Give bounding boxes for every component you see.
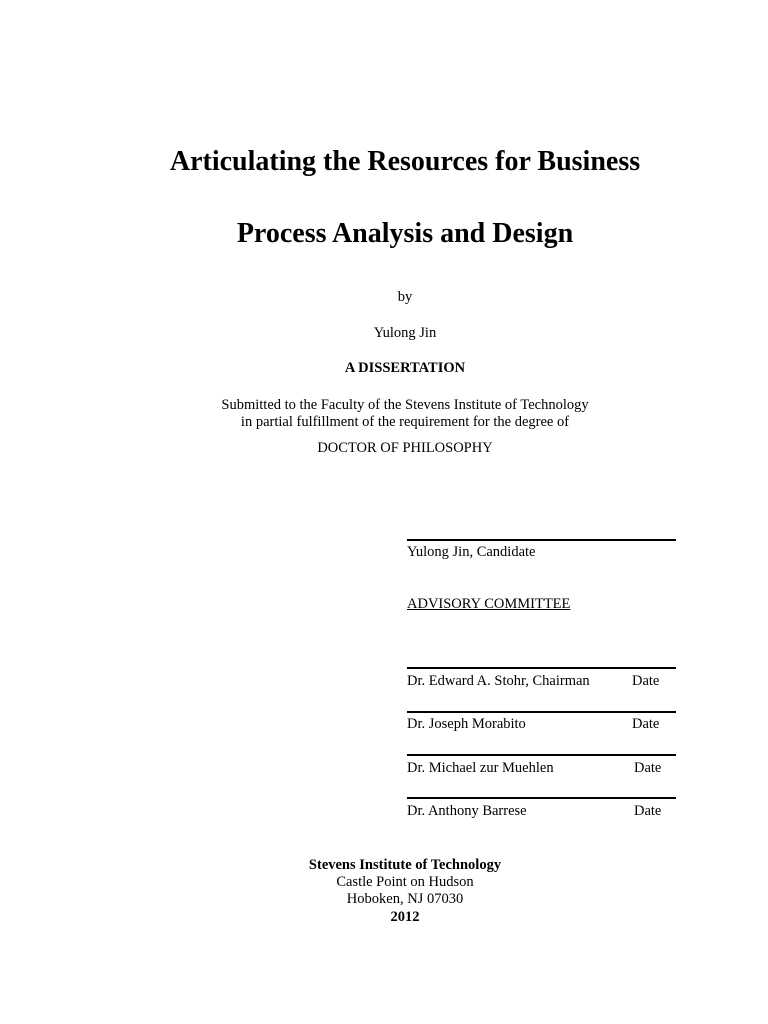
institution-address-2: Hoboken, NJ 07030 [346,891,464,907]
date-label-1: Date [632,673,660,689]
by-label: by [397,289,413,305]
signature-line-1 [407,667,676,669]
document-type: A DISSERTATION [344,360,466,376]
signature-line-2 [407,711,676,713]
institution-name: Stevens Institute of Technology [308,857,502,873]
date-label-3: Date [634,760,662,776]
candidate-label: Yulong Jin, Candidate [407,544,536,560]
signature-line-3 [407,754,676,756]
committee-member-3: Dr. Michael zur Muehlen [407,760,554,776]
author-name: Yulong Jin [373,325,437,341]
advisory-committee-heading: ADVISORY COMMITTEE [407,596,571,612]
submission-year: 2012 [390,909,420,925]
date-label-4: Date [634,803,662,819]
submitted-line-1: Submitted to the Faculty of the Stevens Institute of Technology [221,397,589,413]
date-label-2: Date [632,716,660,732]
committee-member-1: Dr. Edward A. Stohr, Chairman [407,673,590,689]
degree: DOCTOR OF PHILOSOPHY [317,440,493,456]
institution-address-1: Castle Point on Hudson [336,874,474,890]
submitted-line-2: in partial fulfillment of the requirement for the degree of [240,414,570,430]
committee-member-2: Dr. Joseph Morabito [407,716,526,732]
title-line-1: Articulating the Resources for Business [169,146,641,177]
committee-member-4: Dr. Anthony Barrese [407,803,527,819]
title-line-2: Process Analysis and Design [236,218,574,249]
candidate-signature-line [407,539,676,541]
signature-line-4 [407,797,676,799]
